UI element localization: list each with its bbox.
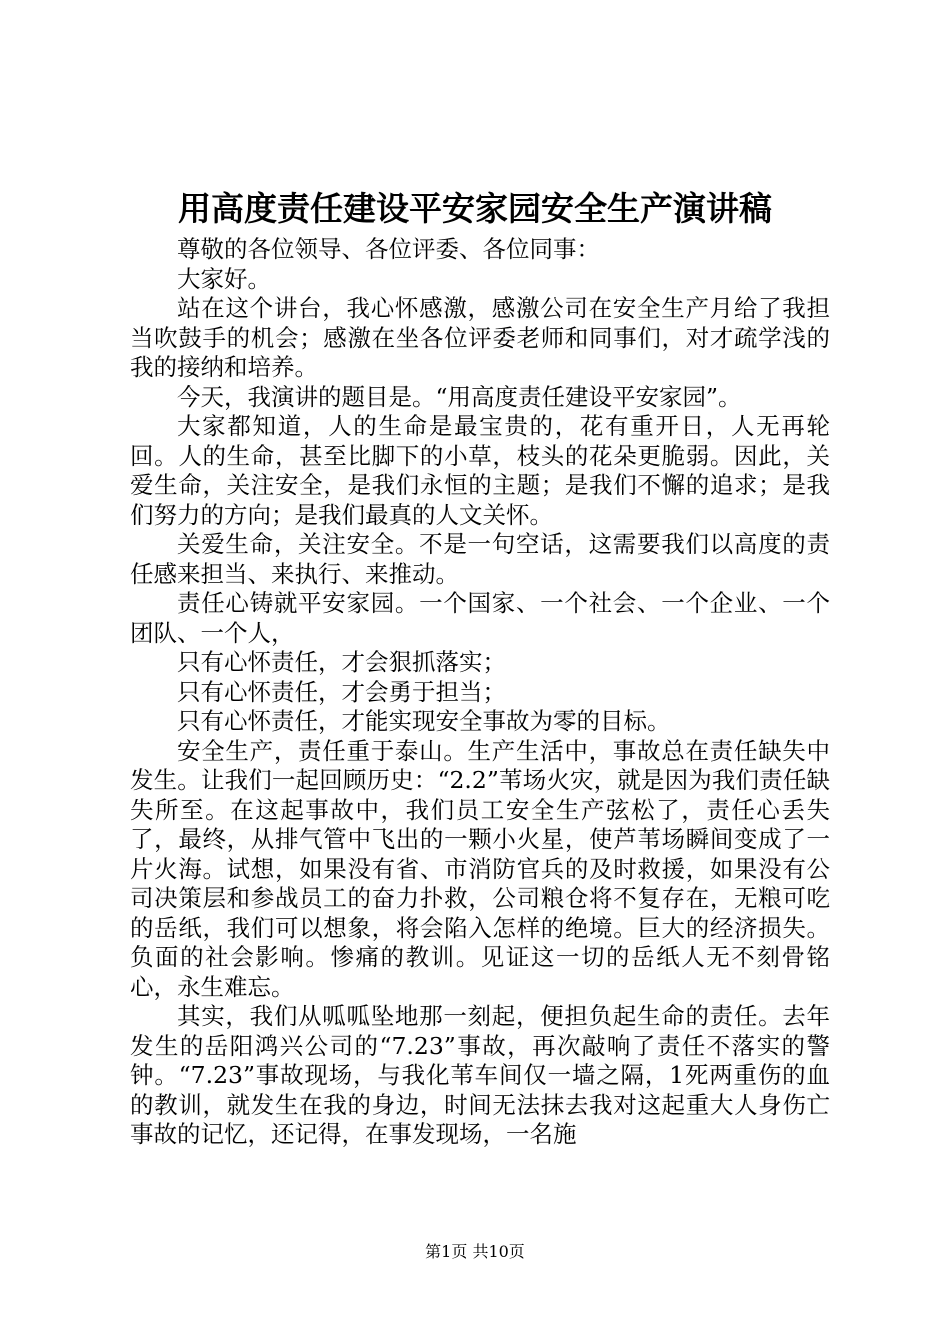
paragraph: 只有心怀责任，才能实现安全事故为零的目标。 xyxy=(177,707,671,735)
paragraph: 只有心怀责任，才会狠抓落实； xyxy=(177,648,506,676)
salutation: 尊敬的各位领导、各位评委、各位同事： xyxy=(177,235,600,263)
document-title: 用高度责任建设平安家园安全生产演讲稿 xyxy=(178,189,772,228)
document-body xyxy=(130,235,830,1150)
paragraph: 站在这个讲台，我心怀感激，感激公司在安全生产月给了我担当吹鼓手的机会；感激在坐各位评委老师和同事们，对才疏学浅的我的接纳和培养。 xyxy=(130,294,830,381)
paragraph: 安全生产，责任重于泰山。生产生活中，事故总在责任缺失中发生。让我们一起回顾历史：“2.2”苇场火灾，就是因为我们责任缺失所至。在这起事故中，我们员工安全生产弦松了，责任心丢失了，最终，从排气管中飞出的一颗小火星，使芦苇场瞬间变成了一片火海。试想，如果没有省、市消防官兵的及时救援，如果没有公司决策层和参战员工的奋力扑救，公司粮仓将不复存在，无粮可吃的岳纸，我们可以想象，将会陷入怎样的绝境。巨大的经济损失。负面的社会影响。惨痛的教训。见证这一切的岳纸人无不刻骨铭心，永生难忘。 xyxy=(130,736,830,1001)
paragraph: 关爱生命，关注安全。不是一句空话，这需要我们以高度的责任感来担当、来执行、来推动。 xyxy=(130,530,830,588)
paragraph: 只有心怀责任，才会勇于担当； xyxy=(177,677,506,706)
greeting: 大家好。 xyxy=(177,264,271,293)
paragraph: 大家都知道，人的生命是最宝贵的，花有重开日，人无再轮回。人的生命，甚至比脚下的小草，枝头的花朵更脆弱。因此，关爱生命，关注安全，是我们永恒的主题；是我们不懈的追求；是我们努力的方向；是我们最真的人文关怀。 xyxy=(130,412,830,529)
page-number-footer: 第1页 共10页 xyxy=(425,1242,525,1261)
paragraph: 责任心铸就平安家园。一个国家、一个社会、一个企业、一个团队、一个人， xyxy=(130,589,830,647)
paragraph: 今天，我演讲的题目是。“用高度责任建设平安家园”。 xyxy=(177,382,742,411)
paragraph: 其实，我们从呱呱坠地那一刻起，便担负起生命的责任。去年发生的岳阳鸿兴公司的“7.23”事故，再次敲响了责任不落实的警钟。“7.23”事故现场，与我化苇车间仅一墙之隔，1死两重伤的血的教训，就发生在我的身边，时间无法抹去我对这起重大人身伤亡事故的记忆，还记得，在事发现场，一名施 xyxy=(130,1002,830,1148)
